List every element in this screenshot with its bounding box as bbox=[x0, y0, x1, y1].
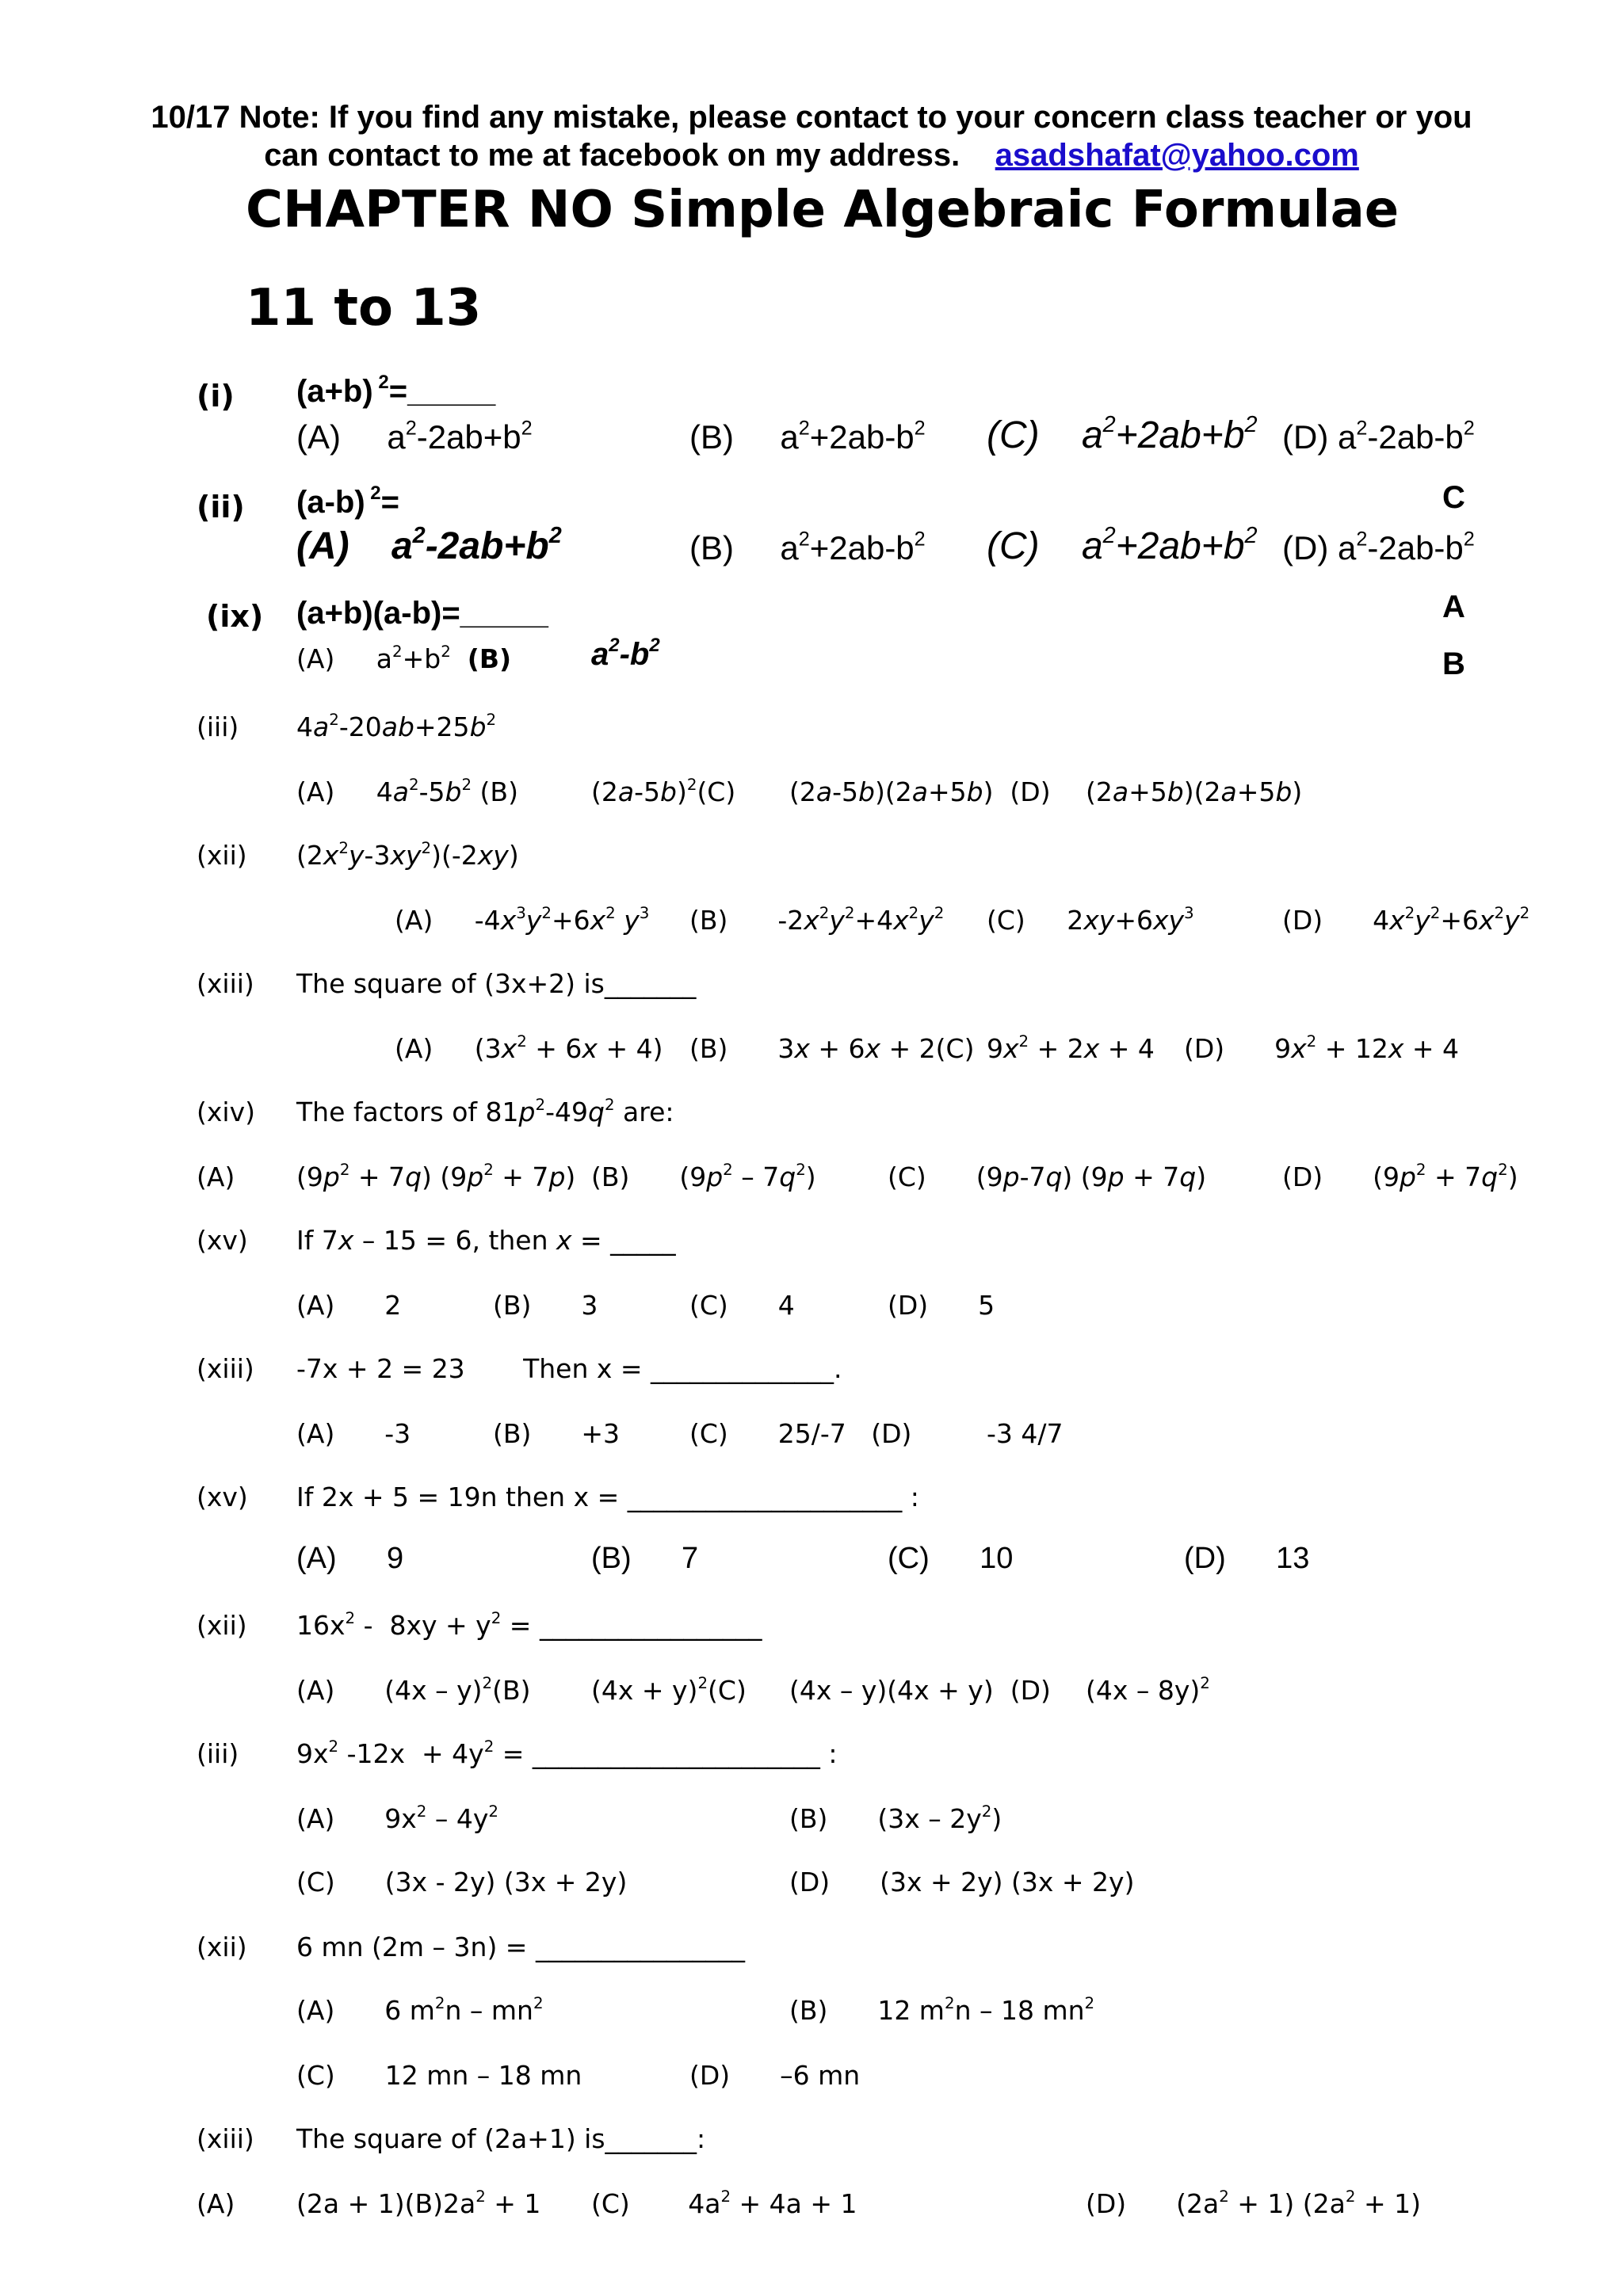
question-text: If 7x – 15 = 6, then x = _____ bbox=[296, 1225, 676, 1256]
option-d: (4x – 8y)$^2$ bbox=[1086, 1674, 1210, 1706]
question-text: (a+b)(a-b)=_____ bbox=[296, 596, 548, 631]
option-a: (A) bbox=[197, 1161, 235, 1192]
option-c: (C) 10 bbox=[888, 1542, 1014, 1575]
question-text: $9x^2$ $-12x + 4y^2$ = ______________________ : bbox=[296, 1737, 838, 1769]
question-number: (xiii) bbox=[197, 2123, 254, 2154]
option-d: -3 4/7 bbox=[987, 1418, 1064, 1449]
answer-key: B bbox=[1442, 646, 1465, 681]
option-d: (D) $a^2-2ab-b^2$ bbox=[1282, 417, 1475, 456]
option-c: (C) 25/-7 (D) bbox=[689, 1418, 912, 1449]
option-c: (C) (3x - 2y) (3x + 2y) bbox=[296, 1867, 628, 1897]
option-c: (C) 12 mn – 18 mn bbox=[296, 2060, 582, 2091]
question-number: (iii) bbox=[197, 711, 239, 742]
note-line-1: 10/17 Note: If you find any mistake, please contact to your concern class teacher or you bbox=[151, 100, 1472, 135]
answer-key: C bbox=[1442, 480, 1465, 515]
option-c: $9x^2 + 2x + 4$ bbox=[987, 1032, 1155, 1064]
question-text: $16x^2 - 8xy + y^2$ = _________________ bbox=[296, 1609, 762, 1641]
option-b: (B) 3 bbox=[493, 1290, 598, 1321]
option-c: (C) $a^2+2ab+b^2$ bbox=[987, 522, 1258, 567]
option-c: (C) (9p-7q) (9p + 7q) bbox=[888, 1161, 1207, 1192]
option-d: (D) $(2a^2 + 1) (2a^2 + 1)$ bbox=[1086, 2187, 1421, 2219]
question-number: (xii) bbox=[197, 1932, 247, 1962]
option-a-text: $(9p^2 + 7q) (9p^2 + 7p)$ bbox=[296, 1161, 576, 1192]
option-a: (A) $a^2-2ab+b^2$ bbox=[296, 522, 562, 567]
question-text: The factors of $81p^2-49q^2$ are: bbox=[296, 1096, 674, 1127]
option-b: (B) 7 bbox=[591, 1542, 699, 1575]
option-b: (B) +3 bbox=[493, 1418, 620, 1449]
question-number: (i) bbox=[197, 379, 235, 414]
option-b: $(2a-5b)^2(C)$ bbox=[591, 776, 736, 807]
option-b: $a^2-b^2$ bbox=[591, 635, 660, 672]
option-b: (B) $(9p^2 - 7q^2)$ bbox=[591, 1161, 816, 1192]
answer-key: A bbox=[1442, 589, 1465, 624]
question-text: The square of (2a+1) is_______: bbox=[296, 2123, 706, 2154]
question-text: $(2x^2y-3xy^2)(-2xy)$ bbox=[296, 839, 519, 871]
option-a: (A) $9x^2 - 4y^2$ bbox=[296, 1802, 498, 1834]
chapter-range: 11 to 13 bbox=[246, 279, 482, 338]
option-b: (B) $(3x - 2y^2)$ bbox=[789, 1802, 1002, 1834]
option-d: (D) $(9p^2 + 7q^2)$ bbox=[1282, 1161, 1518, 1192]
option-a: (A) 9 bbox=[296, 1542, 404, 1575]
question-text: (a+b) $^2$=_____ bbox=[296, 372, 496, 409]
option-d: (D) $4x^2y^2+6x^2y^2$ bbox=[1282, 904, 1530, 936]
option-a-text: $(2a + 1)(B)2a^2 + 1$ bbox=[296, 2187, 541, 2219]
option-a: (A) -3 bbox=[296, 1418, 411, 1449]
option-c: (4x – y)(4x + y) (D) bbox=[789, 1675, 1051, 1706]
option-b: $(4x + y)^2(C)$ bbox=[591, 1674, 747, 1706]
option-a: (A) 2 bbox=[296, 1290, 402, 1321]
option-b: (B) 3x + 6x + 2(C) bbox=[689, 1033, 975, 1064]
question-number: (xiv) bbox=[197, 1097, 255, 1127]
option-b: (B) $a^2+2ab-b^2$ bbox=[689, 528, 926, 566]
question-text: $4a^2-20ab+25b^2$ bbox=[296, 711, 497, 742]
question-text: 6 mn (2m – 3n) = ________________ bbox=[296, 1932, 745, 1962]
question-number: (ix) bbox=[206, 599, 264, 634]
option-a: (A) $(3x^2 + 6x + 4)$ bbox=[395, 1032, 663, 1064]
question-number: (xiii) bbox=[197, 1353, 254, 1384]
question-number: (xv) bbox=[197, 1482, 248, 1512]
option-d: (D) $9x^2 + 12x + 4$ bbox=[1184, 1032, 1460, 1064]
question-text: -7x + 2 = 23 Then x = ______________. bbox=[296, 1353, 842, 1384]
note-line-2: can contact to me at facebook on my address. asadshafat@yahoo.com bbox=[264, 138, 1359, 173]
option-c: (C) $4a^2 + 4a + 1$ bbox=[591, 2187, 857, 2219]
option-c: (C) $a^2+2ab+b^2$ bbox=[987, 411, 1258, 456]
option-d: (D) 5 bbox=[888, 1290, 995, 1321]
email-link[interactable]: asadshafat@yahoo.com bbox=[995, 138, 1359, 173]
option-c: (2a-5b)(2a+5b) (D) bbox=[789, 776, 1051, 807]
question-number: (xiii) bbox=[197, 968, 254, 999]
chapter-title: CHAPTER NO Simple Algebraic Formulae bbox=[246, 181, 1400, 239]
question-number: (xii) bbox=[197, 1610, 247, 1641]
question-text: The square of (3x+2) is_______ bbox=[296, 968, 697, 999]
option-b: (B) 12 $m^2n - 18$ $mn^2$ bbox=[789, 1994, 1095, 2026]
question-number: (xv) bbox=[197, 1225, 248, 1256]
option-c: (C) 4 bbox=[689, 1290, 795, 1321]
option-d: (D) –6 mn bbox=[689, 2060, 861, 2091]
option-a: (A) bbox=[197, 2188, 235, 2219]
question-number: (ii) bbox=[197, 490, 245, 524]
question-number: (xii) bbox=[197, 840, 247, 871]
option-d: (2a+5b)(2a+5b) bbox=[1086, 776, 1303, 807]
option-a: (A) (4x – y)$^2$(B) bbox=[296, 1674, 531, 1706]
question-text: If 2x + 5 = 19n then x = _____________________ : bbox=[296, 1482, 919, 1512]
option-c: (C) $2xy+6xy^3$ bbox=[987, 904, 1194, 936]
option-b: (B) $-2x^2y^2+4x^2y^2$ bbox=[689, 904, 945, 936]
question-number: (iii) bbox=[197, 1738, 239, 1769]
teacher-note bbox=[0, 98, 1623, 174]
option-a: (A) 6 $m^2n - mn^2$ bbox=[296, 1994, 544, 2026]
option-a: (A) $-4x^3y^2+6x^2$ $y^3$ bbox=[395, 904, 650, 936]
option-a: (A) $a^2-2ab+b^2$ bbox=[296, 417, 533, 456]
option-a: (A) $a^2+b^2$ (B) bbox=[296, 643, 512, 674]
option-d: (D) (3x + 2y) (3x + 2y) bbox=[789, 1867, 1135, 1897]
option-d: (D) $a^2-2ab-b^2$ bbox=[1282, 528, 1475, 566]
option-a: (A) $4a^2-5b^2$ (B) bbox=[296, 776, 518, 807]
question-text: (a-b) $^2$= bbox=[296, 482, 400, 520]
option-b: (B) $a^2+2ab-b^2$ bbox=[689, 417, 926, 456]
option-d: (D) 13 bbox=[1184, 1542, 1310, 1575]
